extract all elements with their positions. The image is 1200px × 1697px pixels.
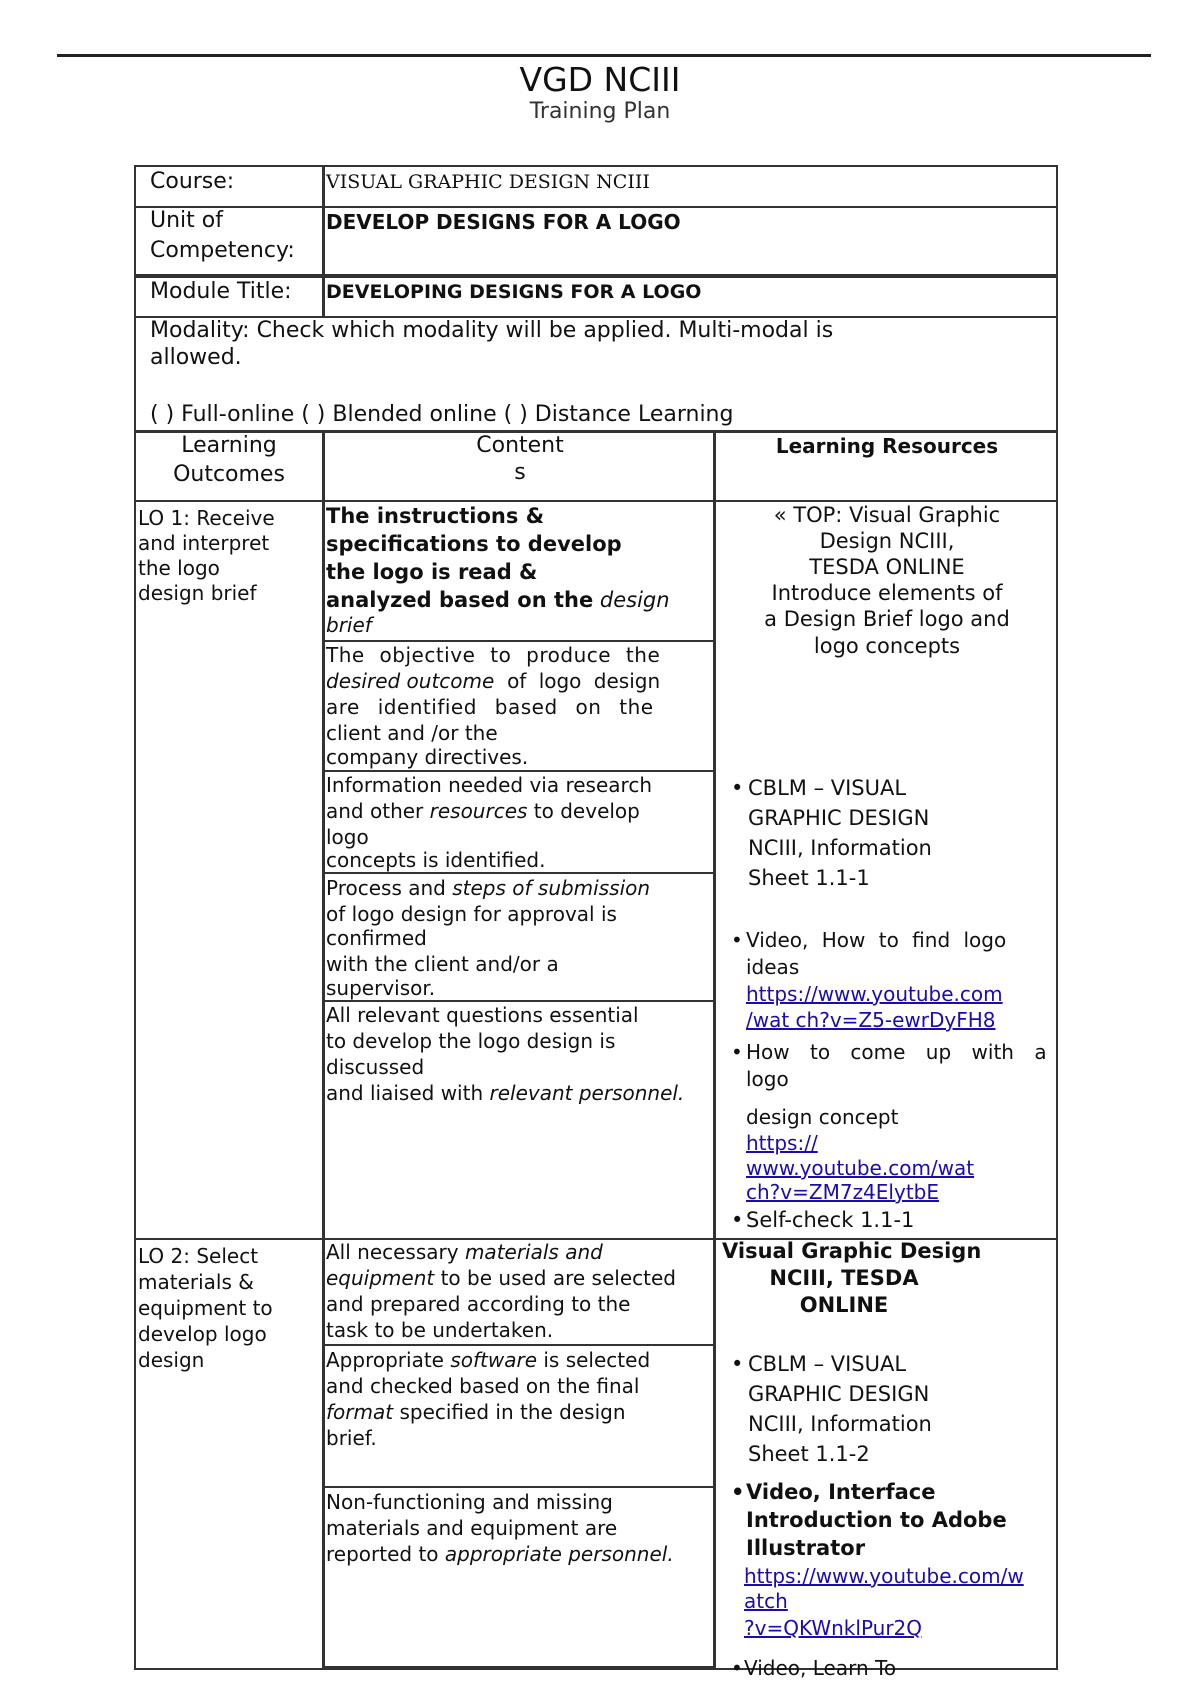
header-learning-outcomes-2: Outcomes [173, 462, 285, 487]
header-learning-outcomes-1: Learning [181, 433, 277, 458]
unit-label-1: Unit of [150, 208, 223, 233]
course-label: Course: [150, 169, 235, 194]
video-link-find-logo-ideas[interactable]: https://www.youtube.com [746, 982, 1003, 1006]
unit-value: DEVELOP DESIGNS FOR A LOGO [326, 210, 681, 234]
video-link-illustrator-intro-2[interactable]: atch [744, 1589, 788, 1613]
modality-text-1: Modality: Check which modality will be applied. Multi-modal is [150, 318, 834, 343]
module-value: DEVELOPING DESIGNS FOR A LOGO [326, 281, 702, 303]
unit-label-2: Competency: [150, 238, 295, 263]
video-link-illustrator-intro[interactable]: https://www.youtube.com/w [744, 1564, 1024, 1588]
video-link-logo-design-concept[interactable]: https:// [746, 1131, 818, 1155]
header-learning-resources: Learning Resources [775, 434, 999, 458]
top-rule [57, 54, 1151, 57]
video-link-logo-design-concept-3[interactable]: ch?v=ZM7z4ElytbE [746, 1180, 939, 1204]
document-subtitle: Training Plan [529, 99, 671, 124]
course-value: VISUAL GRAPHIC DESIGN NCIII [326, 171, 650, 193]
modality-text-2: allowed. [150, 345, 242, 370]
video-link-logo-design-concept-2[interactable]: www.youtube.com/wat [746, 1156, 975, 1180]
module-label: Module Title: [150, 279, 292, 304]
video-link-find-logo-ideas-2[interactable]: /wat ch?v=Z5-ewrDyFH8 [746, 1008, 996, 1032]
modality-options: ( ) Full-online ( ) Blended online ( ) Distance Learning [150, 402, 734, 427]
header-contents-2: s [514, 460, 526, 485]
header-contents-1: Content [476, 433, 564, 458]
video-link-illustrator-intro-3[interactable]: ?v=QKWnklPur2Q [744, 1616, 923, 1640]
document-title: VGD NCIII [519, 60, 681, 99]
